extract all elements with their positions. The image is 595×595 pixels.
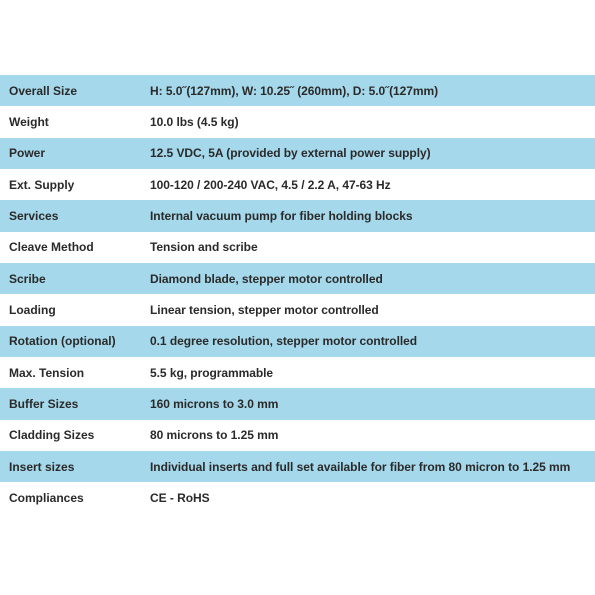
spec-value: 10.0 lbs (4.5 kg) — [150, 115, 239, 130]
spec-label: Rotation (optional) — [9, 334, 116, 349]
spec-row-overall-size — [0, 75, 595, 106]
spec-value: H: 5.0˝(127mm), W: 10.25˝ (260mm), D: 5.0˝(127mm) — [150, 83, 439, 98]
spec-row-scribe — [0, 263, 595, 294]
spec-value: 0.1 degree resolution, stepper motor controlled — [150, 334, 418, 349]
spec-label: Compliances — [9, 491, 84, 506]
spec-label: Services — [9, 209, 59, 224]
spec-row-insert-sizes — [0, 451, 595, 482]
spec-row-weight — [0, 106, 595, 137]
spec-value: Individual inserts and full set available for fiber from 80 micron to 1.25 mm — [150, 459, 571, 474]
spec-row-buffer-sizes — [0, 388, 595, 419]
spec-row-ext-supply — [0, 169, 595, 200]
spec-label: Buffer Sizes — [9, 397, 79, 412]
spec-value: Internal vacuum pump for fiber holding blocks — [150, 209, 413, 224]
spec-value: 5.5 kg, programmable — [150, 365, 274, 380]
spec-value: 160 microns to 3.0 mm — [150, 397, 279, 412]
spec-value: Diamond blade, stepper motor controlled — [150, 271, 383, 286]
spec-row-loading — [0, 294, 595, 325]
spec-label: Scribe — [9, 271, 46, 286]
spec-row-max-tension — [0, 357, 595, 388]
spec-value: Tension and scribe — [150, 240, 258, 255]
spec-row-cladding-sizes — [0, 420, 595, 451]
spec-value: 12.5 VDC, 5A (provided by external power supply) — [150, 146, 431, 161]
spec-label: Cleave Method — [9, 240, 94, 255]
spec-value: 100-120 / 200-240 VAC, 4.5 / 2.2 A, 47-63 Hz — [150, 177, 391, 192]
spec-label: Cladding Sizes — [9, 428, 95, 443]
spec-label: Weight — [9, 115, 49, 130]
spec-value: Linear tension, stepper motor controlled — [150, 303, 379, 318]
spec-label: Loading — [9, 303, 56, 318]
spec-label: Ext. Supply — [9, 177, 75, 192]
spec-label: Power — [9, 146, 46, 161]
spec-row-cleave-method — [0, 232, 595, 263]
spec-row-services — [0, 200, 595, 231]
spec-label: Max. Tension — [9, 365, 85, 380]
spec-row-compliances — [0, 482, 595, 513]
spec-label: Insert sizes — [9, 459, 75, 474]
spec-row-power — [0, 138, 595, 169]
spec-value: 80 microns to 1.25 mm — [150, 428, 279, 443]
spec-label: Overall Size — [9, 83, 78, 98]
spec-row-rotation — [0, 326, 595, 357]
spec-table — [0, 75, 595, 514]
spec-value: CE - RoHS — [150, 491, 210, 506]
